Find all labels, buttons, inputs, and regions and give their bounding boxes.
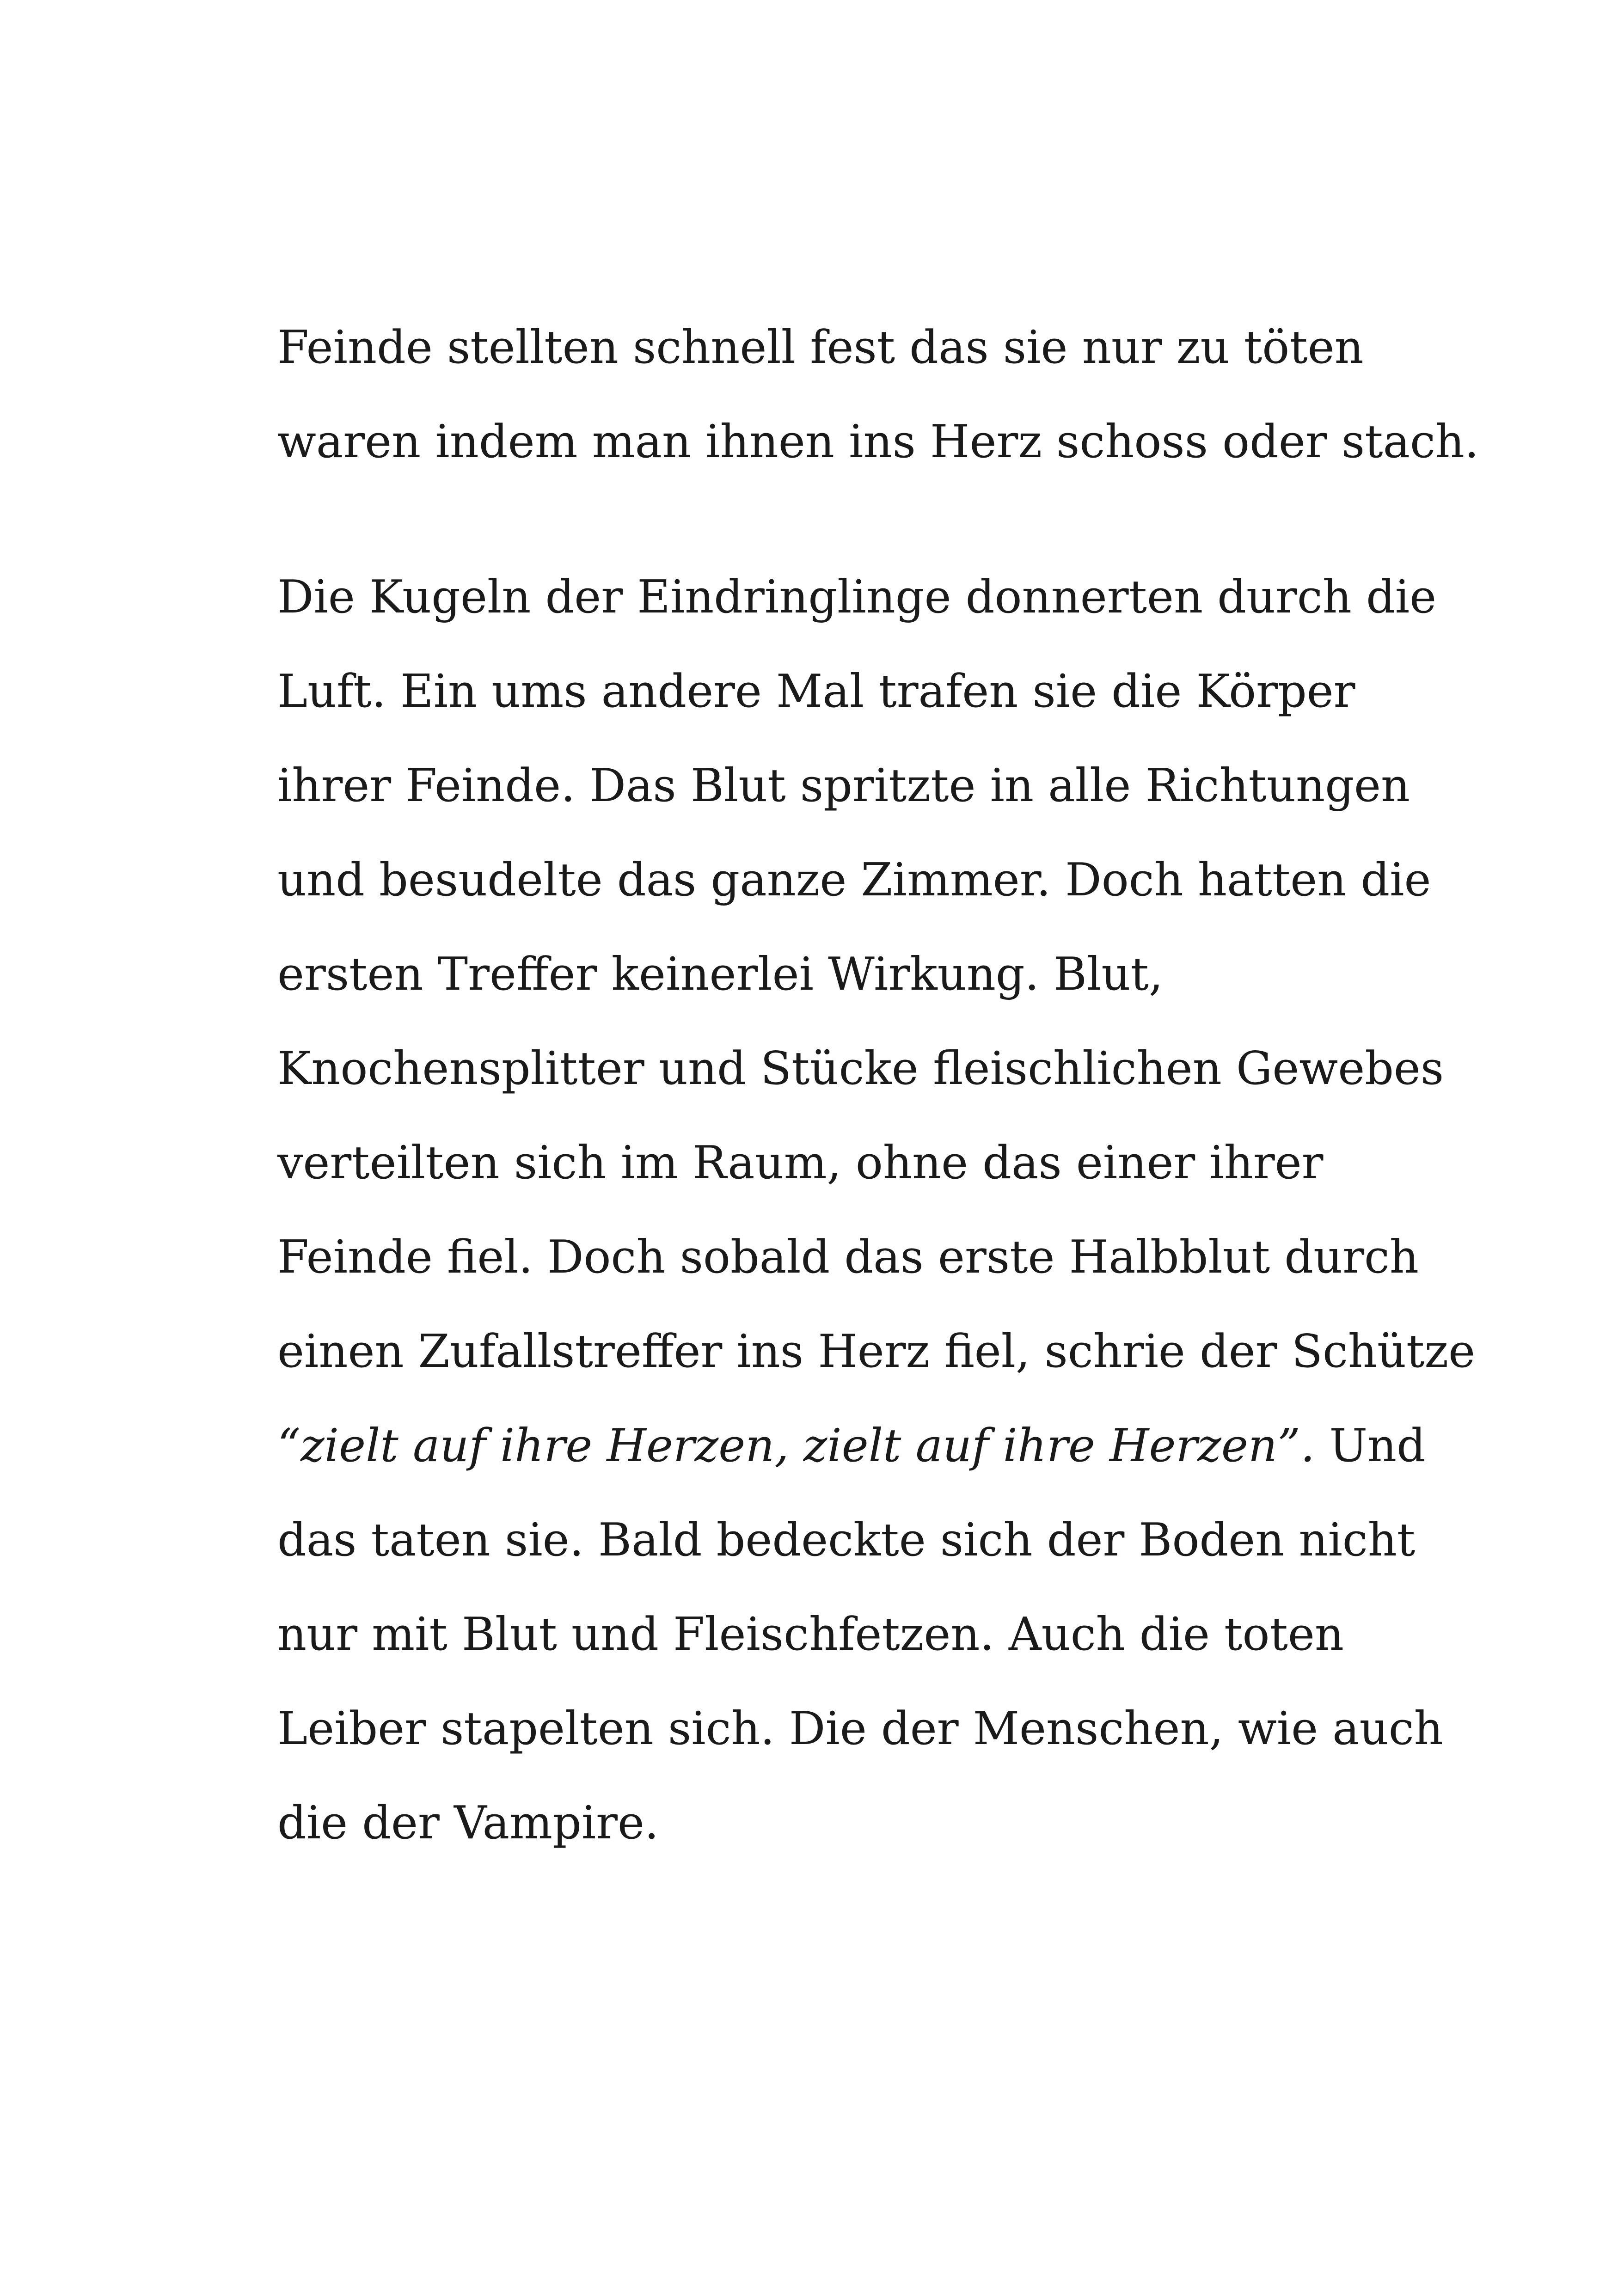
text-line: verteilten sich im Raum, ohne das einer ihrer (277, 1137, 1324, 1189)
text-line: und besudelte das ganze Zimmer. Doch hatten die (277, 854, 1431, 906)
text-line: Luft. Ein ums andere Mal trafen sie die Körper (277, 665, 1355, 718)
text-line: Leiber stapelten sich. Die der Menschen, wie auch (277, 1702, 1443, 1755)
paragraph-2 (277, 550, 1476, 1870)
text-line: ihrer Feinde. Das Blut spritzte in alle Richtungen (277, 759, 1410, 812)
italic-quote: “zielt auf ihre Herzen, zielt auf ihre Herzen”. (277, 1420, 1315, 1472)
paragraph-1 (277, 300, 1479, 489)
text-line-with-quote (277, 1399, 1426, 1493)
text-line: ersten Treffer keinerlei Wirkung. Blut, (277, 948, 1163, 1001)
text-line: Die Kugeln der Eindringlinge donnerten durch die (277, 571, 1437, 624)
text-line: Feinde fiel. Doch sobald das erste Halbblut durch (277, 1231, 1419, 1284)
text-line: Feinde stellten schnell fest das sie nur zu töten (277, 321, 1364, 374)
text-line: die der Vampire. (277, 1797, 659, 1849)
text-line: einen Zufallstreffer ins Herz fiel, schrie der Schütze (277, 1325, 1476, 1378)
quote-continuation: Und (1315, 1420, 1426, 1472)
text-line: Knochensplitter und Stücke fleischlichen Gewebes (277, 1042, 1444, 1095)
text-line: waren indem man ihnen ins Herz schoss oder stach. (277, 416, 1479, 468)
text-line: nur mit Blut und Fleischfetzen. Auch die toten (277, 1608, 1344, 1661)
text-line: das taten sie. Bald bedeckte sich der Boden nicht (277, 1514, 1416, 1567)
